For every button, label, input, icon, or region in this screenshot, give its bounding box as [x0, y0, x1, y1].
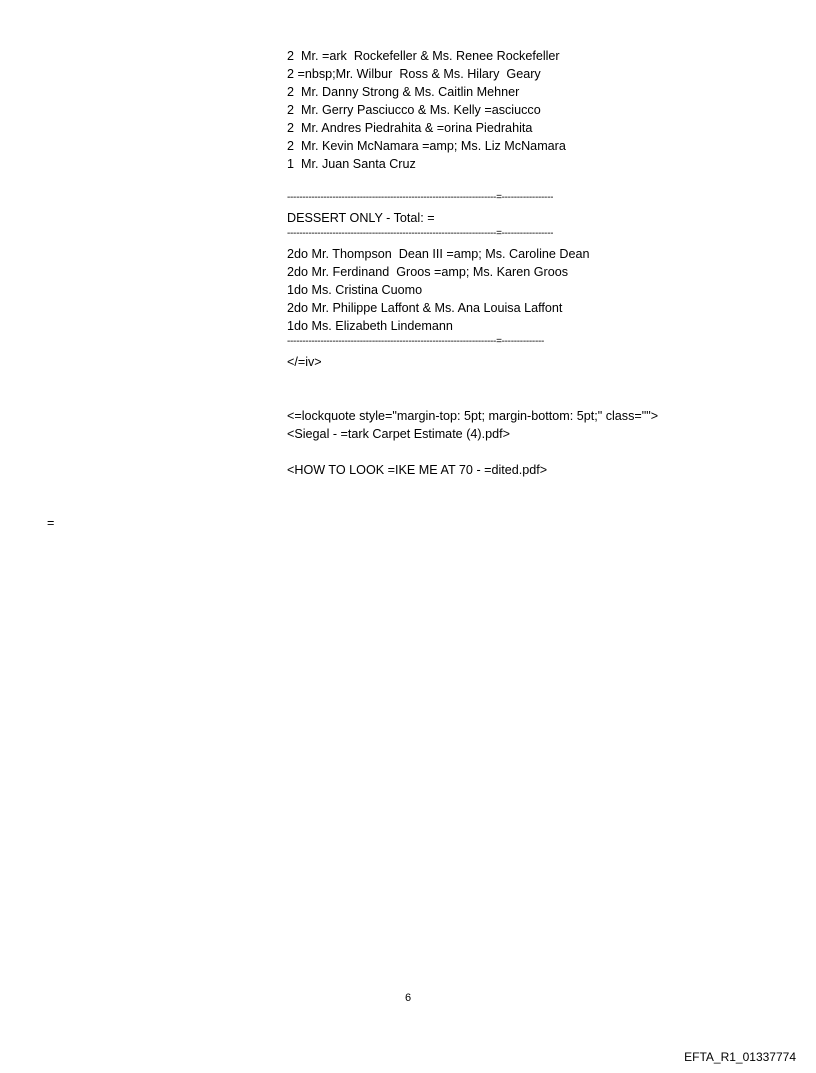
guest-line: 2 Mr. Danny Strong & Ms. Caitlin Mehner: [287, 85, 520, 99]
dessert-guest-line: 2do Mr. Thompson Dean III =amp; Ms. Caroline Dean: [287, 247, 590, 261]
spacer: [287, 371, 787, 389]
guest-line: 2 Mr. Kevin McNamara =amp; Ms. Liz McNamara: [287, 139, 566, 153]
divider-line: ---------------------------------------------------------------------=-----------------: [287, 192, 554, 203]
blockquote-tag: <=lockquote style="margin-top: 5pt; margin-bottom: 5pt;" class="">: [287, 409, 659, 423]
stray-equals-sign: =: [47, 516, 55, 530]
guest-line: 2 Mr. Andres Piedrahita & =orina Piedrahita: [287, 121, 533, 135]
spacer: [287, 173, 787, 191]
dessert-guest-line: 1do Ms. Elizabeth Lindemann: [287, 319, 453, 333]
guest-line: 2 Mr. Gerry Pasciucco & Ms. Kelly =asciucco: [287, 103, 541, 117]
dessert-heading: DESSERT ONLY - Total: =: [287, 211, 435, 225]
dessert-guest-line: 2do Mr. Philippe Laffont & Ms. Ana Louisa Laffont: [287, 301, 563, 315]
dessert-guest-line: 2do Mr. Ferdinand Groos =amp; Ms. Karen Groos: [287, 265, 569, 279]
attachment-name: <HOW TO LOOK =IKE ME AT 70 - =dited.pdf>: [287, 463, 548, 477]
guest-line: 2 =nbsp;Mr. Wilbur Ross & Ms. Hilary Geary: [287, 67, 541, 81]
spacer: [287, 389, 787, 407]
closing-tag: </=iv>: [287, 355, 322, 369]
divider-line: ---------------------------------------------------------------------=-----------------: [287, 228, 554, 239]
page-number: 6: [404, 992, 412, 1004]
divider-line: ---------------------------------------------------------------------=--------------: [287, 336, 545, 347]
guest-line: 1 Mr. Juan Santa Cruz: [287, 157, 416, 171]
dessert-guest-line: 1do Ms. Cristina Cuomo: [287, 283, 423, 297]
document-id: EFTA_R1_01337774: [684, 1050, 796, 1064]
document-body: [287, 47, 787, 479]
guest-line: 2 Mr. =ark Rockefeller & Ms. Renee Rockefeller: [287, 49, 560, 63]
attachment-name: <Siegal - =tark Carpet Estimate (4).pdf>: [287, 427, 510, 441]
spacer: [287, 443, 787, 461]
